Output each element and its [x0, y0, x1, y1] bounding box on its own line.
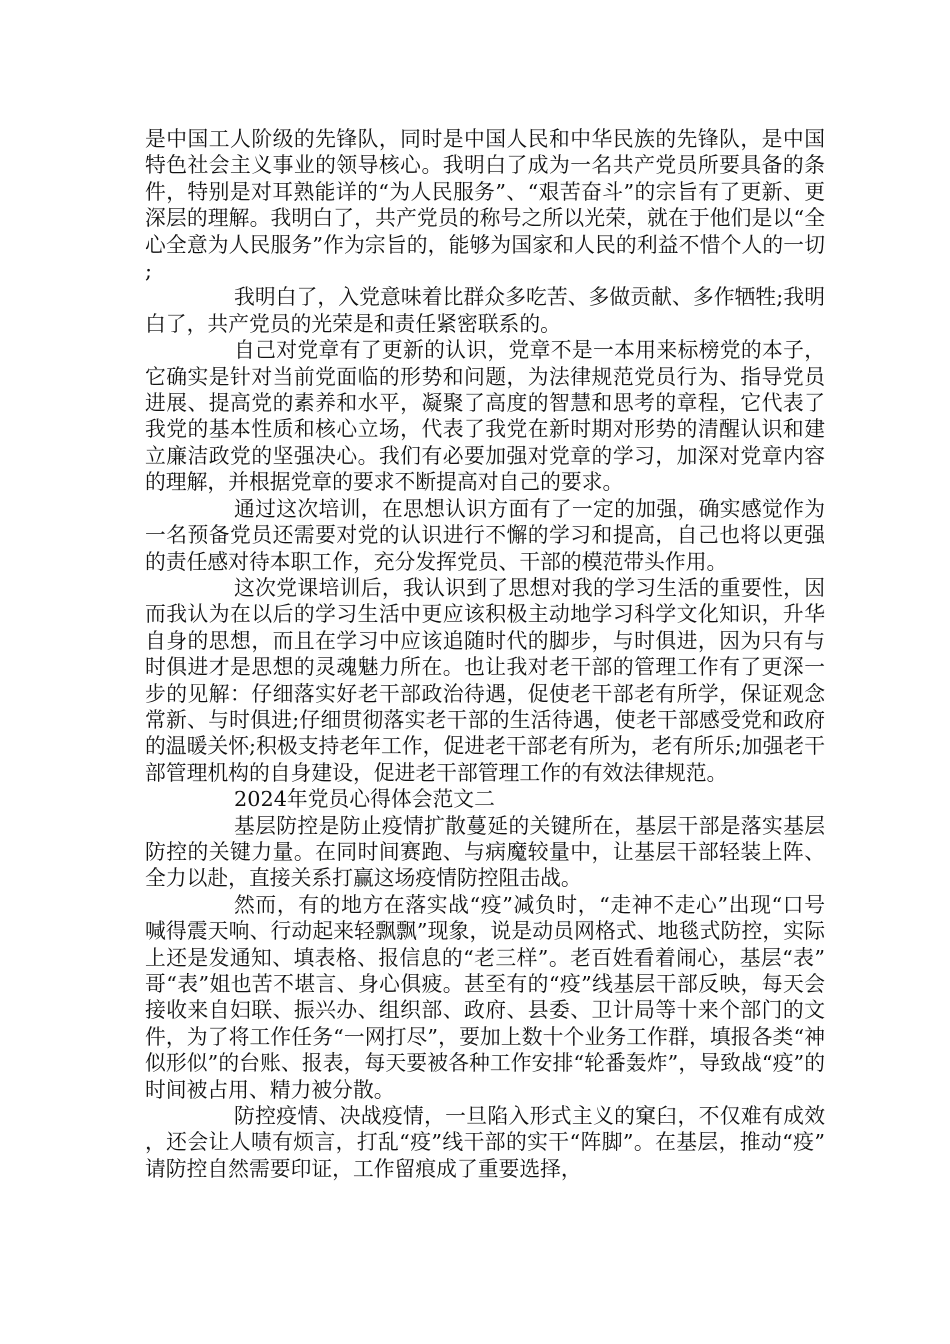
paragraph: 然而，有的地方在落实战“疫”减负时，“走神不走心”出现“口号喊得震天响、行动起来轻飘飘”现象，说是动员网格式、地毯式防控，实际上还是发通知、填表格、报信息的“老三样”。老百姓看着闹心，基层“表”哥“表”姐也苦不堪言、身心俱疲。甚至有的“疫”线基层干部反映，每天会接收来自妇联、振兴办、组织部、政府、县委、卫计局等十来个部门的文件，为了将工作任务“一网打尽”，要加上数十个业务工作群，填报各类“神似形似”的台账、报表，每天要被各种工作安排“轮番轰炸”，导致战“疫”的时间被占用、精力被分散。: [145, 892, 825, 1102]
paragraph: 防控疫情、决战疫情，一旦陷入形式主义的窠臼，不仅难有成效，还会让人啧有烦言，打乱“疫”线干部的实干“阵脚”。在基层，推动“疫”请防控自然需要印证，工作留痕成了重要选择，: [145, 1104, 825, 1181]
document-page: [145, 126, 825, 1182]
section-heading: 2024年党员心得体会范文二: [234, 787, 495, 812]
paragraph: 我明白了，入党意味着比群众多吃苦、多做贡献、多作牺牲;我明白了，共产党员的光荣是和责任紧密联系的。: [145, 285, 825, 336]
paragraph: 通过这次培训，在思想认识方面有了一定的加强，确实感觉作为一名预备党员还需要对党的认识进行不懈的学习和提高，自己也将以更强的责任感对待本职工作，充分发挥党员、干部的模范带头作用。: [145, 496, 825, 574]
paragraph: 基层防控是防止疫情扩散蔓延的关键所在，基层干部是落实基层防控的关键力量。在同时间赛跑、与病魔较量中，让基层干部轻装上阵、全力以赴，直接关系打赢这场疫情防控阻击战。: [145, 813, 825, 891]
paragraph: 这次党课培训后，我认识到了思想对我的学习生活的重要性，因而我认为在以后的学习生活中更应该积极主动地学习科学文化知识，升华自身的思想，而且在学习中应该追随时代的脚步，与时俱进，因为只有与时俱进才是思想的灵魂魅力所在。也让我对老干部的管理工作有了更深一步的见解：仔细落实好老干部政治待遇，促使老干部老有所学，保证观念常新、与时俱进;仔细贯彻落实老干部的生活待遇，使老干部感受党和政府的温暖关怀;积极支持老年工作，促进老干部老有所为，老有所乐;加强老干部管理机构的自身建设，促进老干部管理工作的有效法律规范。: [145, 575, 825, 785]
paragraph-continuation: 是中国工人阶级的先锋队，同时是中国人民和中华民族的先锋队，是中国特色社会主义事业的领导核心。我明白了成为一名共产党员所要具备的条件，特别是对耳熟能详的“为人民服务”、“艰苦奋斗”的宗旨有了更新、更深层的理解。我明白了，共产党员的称号之所以光荣，就在于他们是以“全心全意为人民服务”作为宗旨的，能够为国家和人民的利益不惜个人的一切;: [145, 127, 825, 284]
paragraph: 自己对党章有了更新的认识，党章不是一本用来标榜党的本子，它确实是针对当前党面临的形势和问题，为法律规范党员行为、指导党员进展、提高党的素养和水平，凝聚了高度的智慧和思考的章程，它代表了我党的基本性质和核心立场，代表了我党在新时期对形势的清醒认识和建立廉洁政党的坚强决心。我们有必要加强对党章的学习，加深对党章内容的理解，并根据党章的要求不断提高对自己的要求。: [145, 338, 825, 495]
